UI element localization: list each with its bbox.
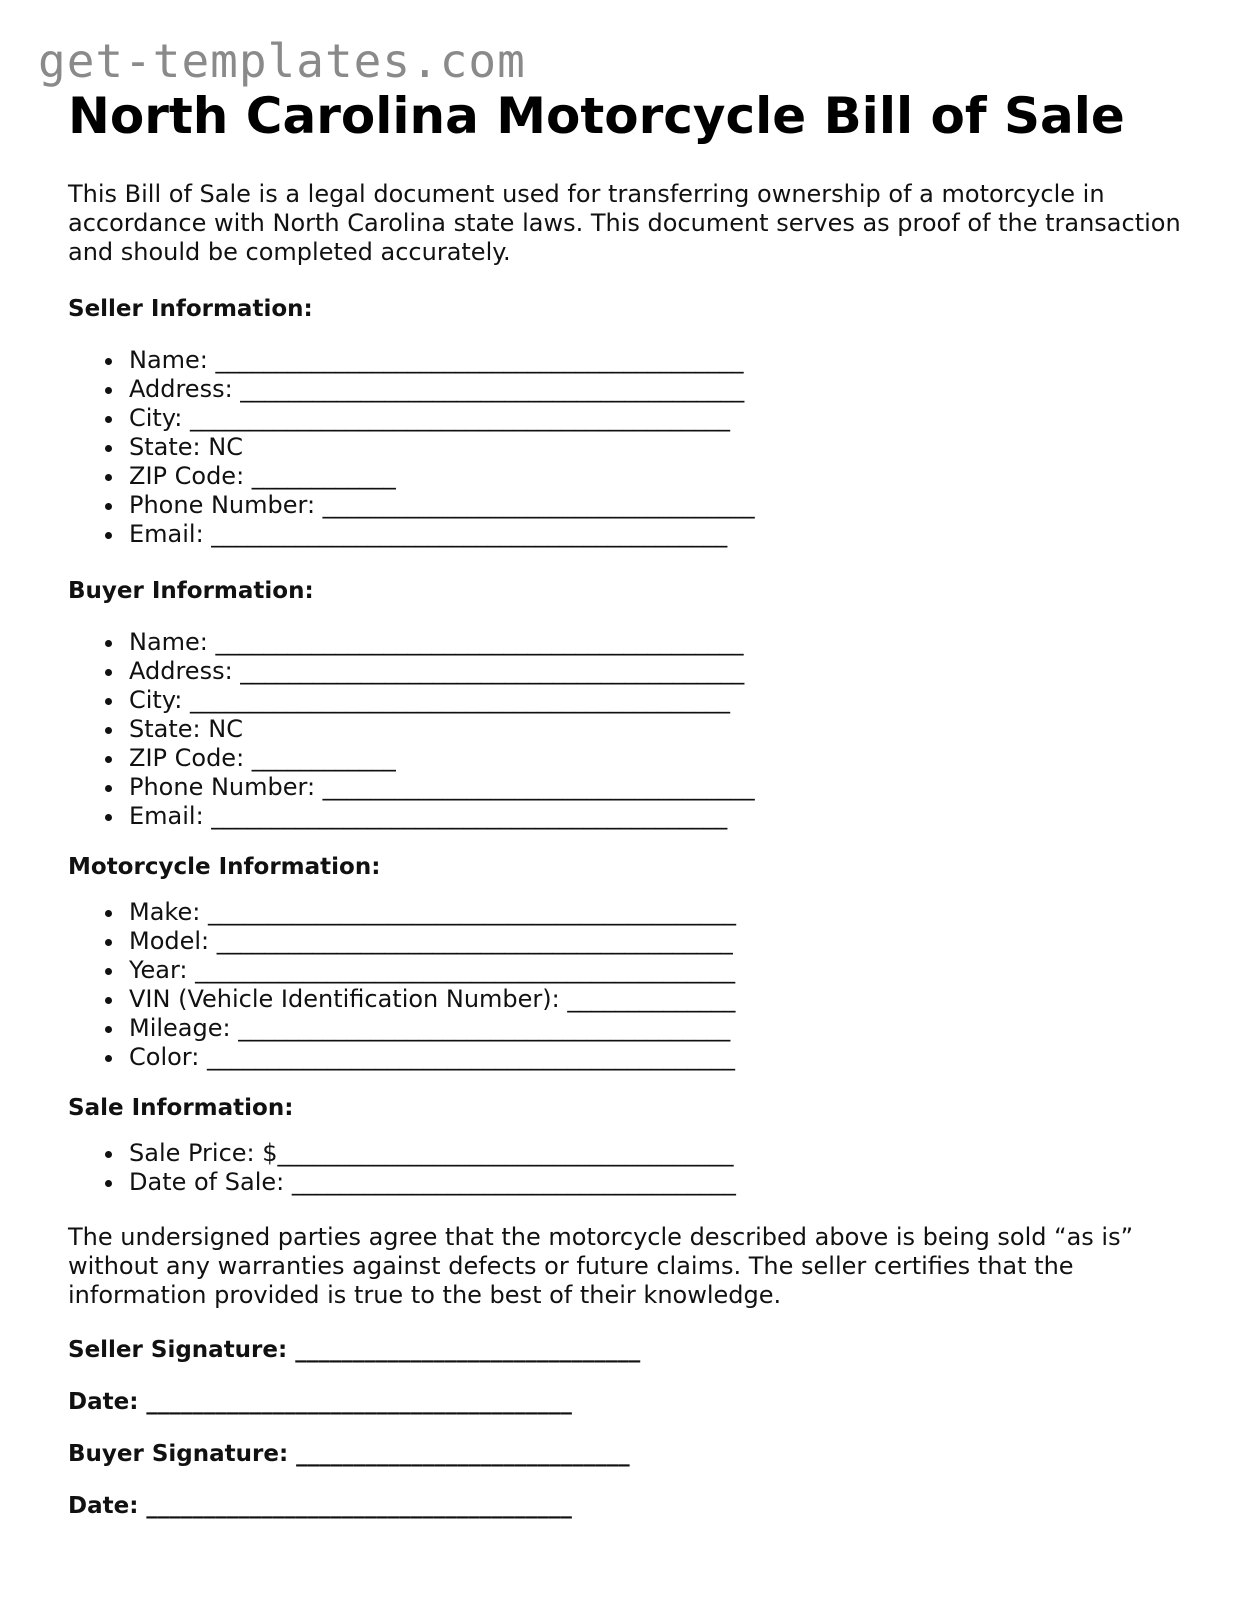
buyer-info-list — [68, 628, 1188, 831]
seller-name-field[interactable]: Name: ____________________________________________ — [129, 346, 1188, 375]
seller-info-list — [68, 346, 1188, 549]
motorcycle-vin-field[interactable]: VIN (Vehicle Identification Number): ______________ — [129, 985, 1188, 1014]
seller-section-heading: Seller Information: — [68, 296, 313, 322]
buyer-zip-field[interactable]: ZIP Code: ____________ — [129, 744, 1188, 773]
sale-info-list — [68, 1139, 1188, 1197]
seller-city-field[interactable]: City: _____________________________________________ — [129, 404, 1188, 433]
agreement-paragraph: The undersigned parties agree that the motorcycle described above is being sold “as is” without any warranties against defects or future claims. The seller certifies that the information provided is true to the best of their knowledge. — [68, 1223, 1134, 1309]
buyer-signature-field[interactable]: Buyer Signature: _____________________________ — [68, 1441, 630, 1467]
motorcycle-info-list — [68, 898, 1188, 1072]
sale-price-field[interactable]: Sale Price: $______________________________________ — [129, 1139, 1188, 1168]
buyer-email-field[interactable]: Email: ___________________________________________ — [129, 802, 1188, 831]
seller-state-field: State: NC — [129, 433, 1188, 462]
buyer-city-field[interactable]: City: _____________________________________________ — [129, 686, 1188, 715]
seller-signature-field[interactable]: Seller Signature: ______________________________ — [68, 1337, 641, 1363]
buyer-date-field[interactable]: Date: _____________________________________ — [68, 1493, 572, 1519]
motorcycle-color-field[interactable]: Color: ____________________________________________ — [129, 1043, 1188, 1072]
buyer-address-field[interactable]: Address: __________________________________________ — [129, 657, 1188, 686]
seller-date-field[interactable]: Date: _____________________________________ — [68, 1389, 572, 1415]
sale-section-heading: Sale Information: — [68, 1095, 294, 1121]
seller-phone-field[interactable]: Phone Number: ____________________________________ — [129, 491, 1188, 520]
seller-email-field[interactable]: Email: ___________________________________________ — [129, 520, 1188, 549]
buyer-phone-field[interactable]: Phone Number: ____________________________________ — [129, 773, 1188, 802]
motorcycle-year-field[interactable]: Year: _____________________________________________ — [129, 956, 1188, 985]
document-page — [68, 86, 1188, 1521]
buyer-name-field[interactable]: Name: ____________________________________________ — [129, 628, 1188, 657]
intro-paragraph: This Bill of Sale is a legal document used for transferring ownership of a motorcycle in accordance with North Carolina state laws. This document serves as proof of the transaction and should be completed accurately. — [68, 180, 1181, 266]
buyer-section-heading: Buyer Information: — [68, 578, 314, 604]
motorcycle-section-heading: Motorcycle Information: — [68, 854, 381, 880]
watermark: get-templates.com — [38, 34, 526, 88]
buyer-state-field: State: NC — [129, 715, 1188, 744]
seller-address-field[interactable]: Address: __________________________________________ — [129, 375, 1188, 404]
motorcycle-mileage-field[interactable]: Mileage: _________________________________________ — [129, 1014, 1188, 1043]
motorcycle-model-field[interactable]: Model: ___________________________________________ — [129, 927, 1188, 956]
seller-zip-field[interactable]: ZIP Code: ____________ — [129, 462, 1188, 491]
motorcycle-make-field[interactable]: Make: ____________________________________________ — [129, 898, 1188, 927]
document-title: North Carolina Motorcycle Bill of Sale — [68, 87, 1125, 145]
sale-date-field[interactable]: Date of Sale: _____________________________________ — [129, 1168, 1188, 1197]
